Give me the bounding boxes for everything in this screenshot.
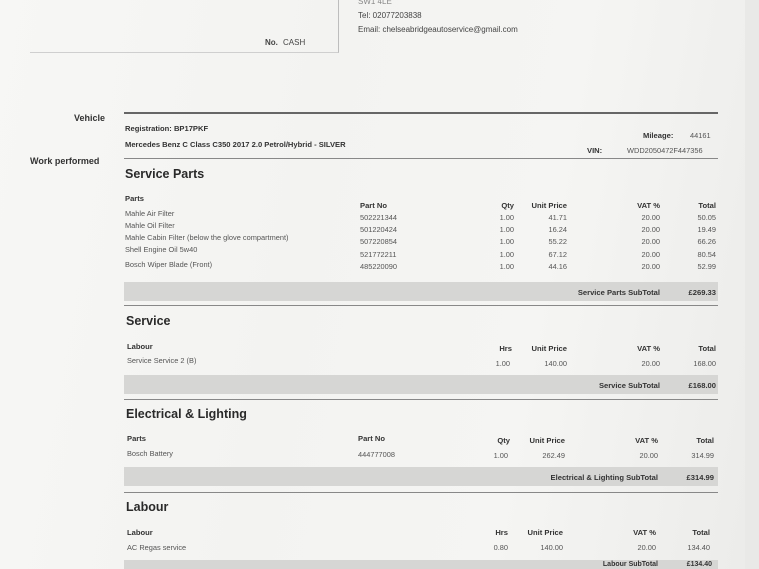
col-header-unit-price: Unit Price bbox=[531, 344, 567, 353]
row-vat: 20.00 bbox=[641, 225, 660, 234]
row-unit-price: 16.24 bbox=[548, 225, 567, 234]
row-vat: 20.00 bbox=[641, 359, 660, 368]
col-header-total: Total bbox=[692, 528, 710, 537]
col-header-vat: VAT % bbox=[637, 344, 660, 353]
subtotal-label: Labour SubTotal bbox=[602, 561, 658, 568]
section-title: Labour bbox=[126, 500, 169, 514]
row-item: Mahle Air Filter bbox=[125, 209, 175, 218]
row-item: Service Service 2 (B) bbox=[127, 356, 197, 365]
vehicle-label: Vehicle bbox=[74, 113, 106, 123]
section-rule bbox=[124, 399, 718, 400]
row-unit-price: 140.00 bbox=[540, 543, 563, 552]
row-qty: 1.00 bbox=[499, 225, 514, 234]
registration-text: Registration: BP17PKF bbox=[125, 124, 209, 133]
col-header-item: Parts bbox=[127, 434, 146, 443]
row-part-no: 502221344 bbox=[360, 213, 397, 222]
subtotal-value: £314.99 bbox=[686, 473, 714, 482]
section-title: Service Parts bbox=[125, 167, 205, 181]
row-unit-price: 67.12 bbox=[548, 250, 567, 259]
row-total: 314.99 bbox=[691, 451, 714, 460]
col-header-item: Labour bbox=[127, 342, 153, 351]
col-header-qty: Qty bbox=[497, 436, 510, 445]
section-rule bbox=[124, 158, 718, 159]
address-line: SW1 4LE bbox=[358, 0, 392, 6]
row-vat: 20.00 bbox=[639, 451, 658, 460]
row-total: 80.54 bbox=[697, 250, 716, 259]
row-unit-price: 41.71 bbox=[548, 213, 567, 222]
work-performed-label: Work performed bbox=[30, 156, 100, 166]
row-item: Bosch Battery bbox=[127, 449, 174, 458]
col-header-hrs: Hrs bbox=[495, 528, 508, 537]
col-header-total: Total bbox=[696, 436, 714, 445]
row-total: 19.49 bbox=[697, 225, 716, 234]
col-header-part-no: Part No bbox=[360, 201, 388, 210]
row-hrs: 0.80 bbox=[493, 543, 508, 552]
subtotal-value: £269.33 bbox=[688, 288, 716, 297]
row-vat: 20.00 bbox=[641, 250, 660, 259]
vehicle-description: Mercedes Benz C Class C350 2017 2.0 Petrol/Hybrid - SILVER bbox=[125, 140, 346, 149]
col-header-qty: Qty bbox=[501, 201, 514, 210]
row-item: Mahle Cabin Filter (below the glove compartment) bbox=[125, 233, 289, 242]
col-header-vat: VAT % bbox=[635, 436, 658, 445]
row-vat: 20.00 bbox=[641, 262, 660, 271]
row-unit-price: 55.22 bbox=[548, 237, 567, 246]
row-unit-price: 44.16 bbox=[548, 262, 567, 271]
subtotal-label: Service Parts SubTotal bbox=[577, 288, 660, 297]
section-title: Electrical & Lighting bbox=[126, 407, 247, 421]
col-header-vat: VAT % bbox=[637, 201, 660, 210]
subtotal-label: Electrical & Lighting SubTotal bbox=[550, 473, 658, 482]
col-header-part-no: Part No bbox=[358, 434, 386, 443]
row-qty: 1.00 bbox=[499, 250, 514, 259]
row-total: 134.40 bbox=[687, 543, 710, 552]
row-unit-price: 140.00 bbox=[544, 359, 567, 368]
row-qty: 1.00 bbox=[499, 262, 514, 271]
phone-text: Tel: 02077203838 bbox=[358, 11, 422, 20]
invoice-no-label: No. bbox=[265, 38, 278, 47]
row-total: 66.26 bbox=[697, 237, 716, 246]
row-part-no: 485220090 bbox=[360, 262, 397, 271]
subtotal-value: £168.00 bbox=[688, 381, 716, 390]
subtotal-value: £134.40 bbox=[686, 561, 712, 568]
row-part-no: 521772211 bbox=[360, 250, 397, 259]
col-header-item: Parts bbox=[125, 194, 144, 203]
row-item: AC Regas service bbox=[127, 543, 187, 552]
col-header-total: Total bbox=[698, 201, 716, 210]
mileage-value: 44161 bbox=[690, 131, 711, 140]
row-qty: 1.00 bbox=[499, 237, 514, 246]
invoice-no-value: CASH bbox=[283, 38, 306, 47]
col-header-vat: VAT % bbox=[633, 528, 656, 537]
vin-label: VIN: bbox=[587, 146, 603, 155]
row-vat: 20.00 bbox=[641, 237, 660, 246]
col-header-total: Total bbox=[698, 344, 716, 353]
mileage-label: Mileage: bbox=[643, 131, 674, 140]
row-part-no: 444777008 bbox=[358, 450, 395, 459]
row-part-no: 501220424 bbox=[360, 225, 397, 234]
col-header-unit-price: Unit Price bbox=[529, 436, 565, 445]
row-total: 50.05 bbox=[697, 213, 716, 222]
col-header-hrs: Hrs bbox=[499, 344, 512, 353]
row-qty: 1.00 bbox=[499, 213, 514, 222]
row-item: Mahle Oil Filter bbox=[125, 221, 175, 230]
col-header-item: Labour bbox=[127, 528, 153, 537]
row-total: 168.00 bbox=[693, 359, 716, 368]
col-header-unit-price: Unit Price bbox=[531, 201, 567, 210]
row-item: Shell Engine Oil 5w40 bbox=[125, 245, 198, 254]
row-total: 52.99 bbox=[697, 262, 716, 271]
row-unit-price: 262.49 bbox=[542, 451, 565, 460]
row-item: Bosch Wiper Blade (Front) bbox=[125, 260, 213, 269]
section-rule bbox=[124, 492, 718, 493]
section-title: Service bbox=[126, 314, 171, 328]
row-hrs: 1.00 bbox=[495, 359, 510, 368]
row-part-no: 507220854 bbox=[360, 237, 397, 246]
subtotal-label: Service SubTotal bbox=[598, 381, 660, 390]
vehicle-top-rule bbox=[124, 112, 718, 114]
section-rule bbox=[124, 305, 718, 306]
row-vat: 20.00 bbox=[637, 543, 656, 552]
row-qty: 1.00 bbox=[493, 451, 508, 460]
row-vat: 20.00 bbox=[641, 213, 660, 222]
email-text: Email: chelseabridgeautoservice@gmail.com bbox=[358, 25, 518, 34]
vin-value: WDD2050472F447356 bbox=[627, 146, 703, 155]
col-header-unit-price: Unit Price bbox=[527, 528, 563, 537]
